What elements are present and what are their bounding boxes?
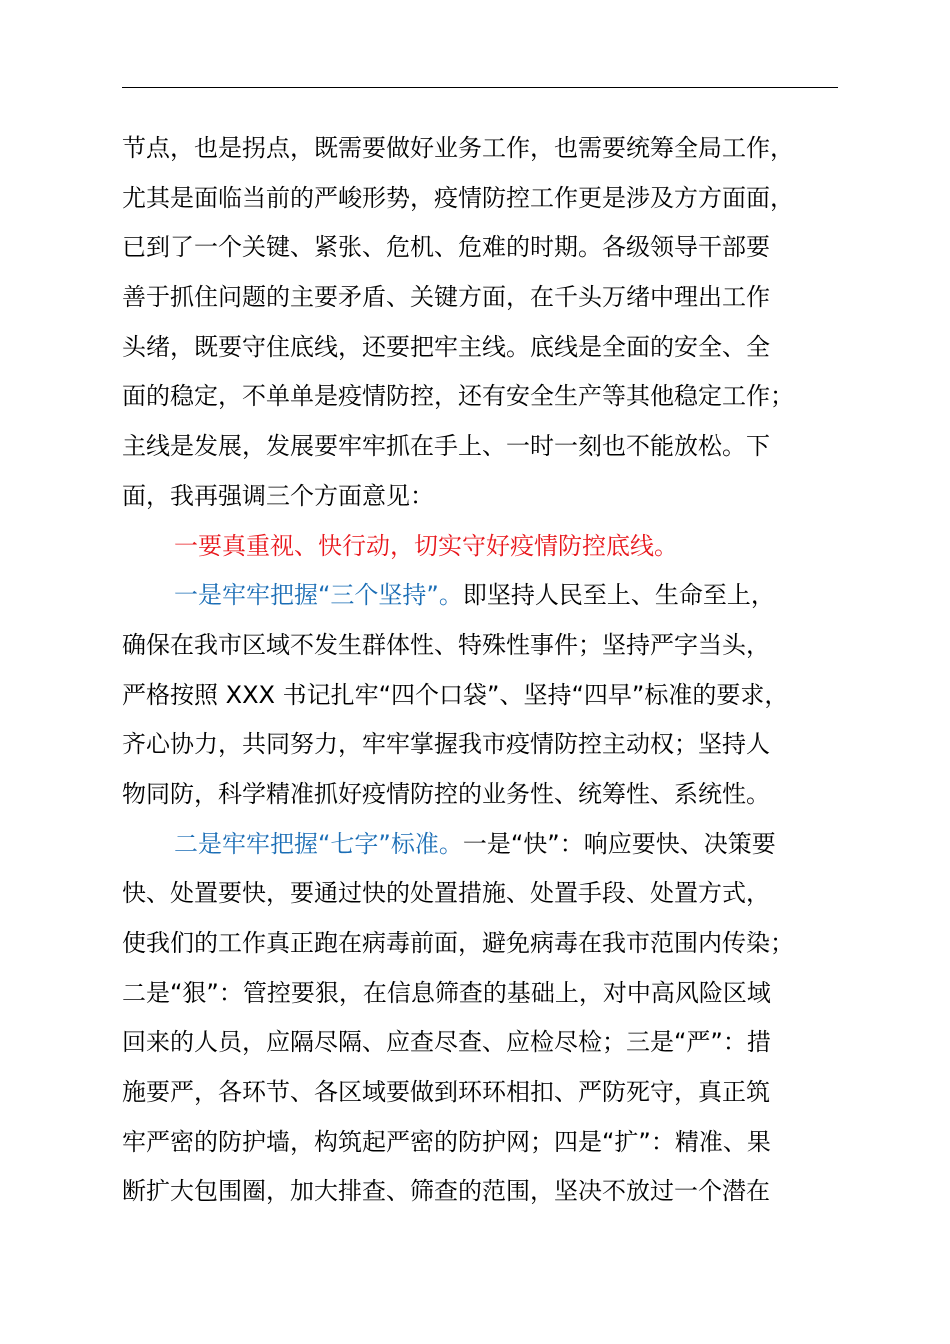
- text-fragment: 即坚持人民至上、生命至上，: [462, 581, 775, 610]
- text-line: 尤其是面临当前的严峻形势，疫情防控工作更是涉及方方面面，: [122, 183, 794, 212]
- text-line: 施要严，各环节、各区域要做到环环相扣、严防死守，真正筑: [122, 1078, 770, 1107]
- text-line: 面，我再强调三个方面意见：: [122, 481, 434, 510]
- paragraph-seven-characters: [122, 820, 862, 1218]
- text-line: 断扩大包围圈，加大排查、筛查的范围，坚决不放过一个潜在: [122, 1177, 770, 1206]
- text-line: 严格按照 XXX 书记扎牢“四个口袋”、坚持“四早”标准的要求，: [122, 680, 789, 709]
- header-rule: [122, 87, 838, 88]
- section-heading-text: 一要真重视、快行动，切实守好疫情防控底线。: [174, 531, 678, 560]
- text-line: 回来的人员，应隔尽隔、应查尽查、应检尽检；三是“严”：措: [122, 1028, 771, 1057]
- document-body: [122, 124, 862, 1217]
- text-line: [122, 820, 862, 870]
- paragraph-continuation: [122, 124, 862, 522]
- text-fragment: 一是“快”：响应要快、决策要: [462, 829, 776, 858]
- text-line: 快、处置要快，要通过快的处置措施、处置手段、处置方式，: [122, 879, 770, 908]
- section-heading: [122, 522, 862, 572]
- text-line: 二是“狠”：管控要狠，在信息筛查的基础上，对中高风险区域: [122, 978, 771, 1007]
- text-line: 已到了一个关键、紧张、危机、危难的时期。各级领导干部要: [122, 233, 770, 262]
- text-line: 牢严密的防护墙，构筑起严密的防护网；四是“扩”：精准、果: [122, 1127, 771, 1156]
- text-line: 节点，也是拐点，既需要做好业务工作，也需要统筹全局工作，: [122, 134, 794, 162]
- text-line: 确保在我市区域不发生群体性、特殊性事件；坚持严字当头，: [122, 630, 770, 659]
- text-line: 主线是发展，发展要牢牢抓在手上、一时一刻也不能放松。下: [122, 432, 770, 461]
- text-line: 头绪，既要守住底线，还要把牢主线。底线是全面的安全、全: [122, 332, 770, 361]
- subheading-seven-characters: 二是牢牢把握“七字”标准。: [174, 829, 463, 858]
- text-line: 面的稳定，不单单是疫情防控，还有安全生产等其他稳定工作；: [122, 382, 794, 411]
- text-line: 齐心协力，共同努力，牢牢掌握我市疫情防控主动权；坚持人: [122, 730, 770, 759]
- text-line: 物同防，科学精准抓好疫情防控的业务性、统筹性、系统性。: [122, 779, 770, 808]
- text-line: 善于抓住问题的主要矛盾、关键方面，在千头万绪中理出工作: [122, 283, 770, 312]
- text-line: 使我们的工作真正跑在病毒前面，避免病毒在我市范围内传染；: [122, 929, 794, 957]
- subheading-three-adherences: 一是牢牢把握“三个坚持”。: [174, 581, 463, 610]
- paragraph-three-adherences: [122, 571, 862, 819]
- text-line: [122, 571, 862, 621]
